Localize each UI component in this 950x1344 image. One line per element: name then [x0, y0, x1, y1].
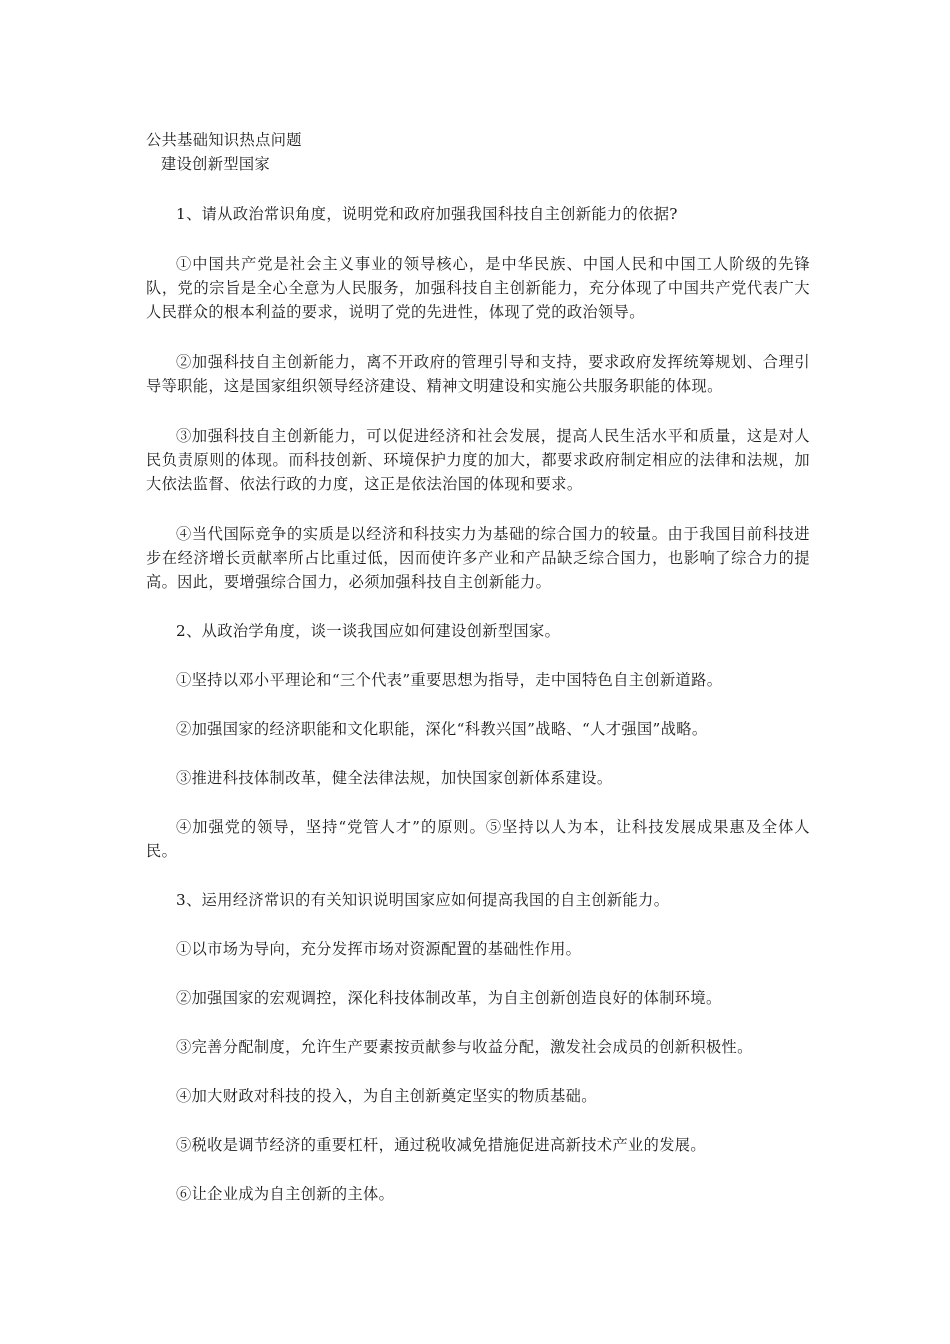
- answer-2-point-3: ③推进科技体制改革，健全法律法规，加快国家创新体系建设。: [176, 769, 613, 787]
- document-title: 公共基础知识热点问题: [146, 131, 302, 149]
- answer-2-point-1: ①坚持以邓小平理论和“三个代表”重要思想为指导，走中国特色自主创新道路。: [176, 671, 723, 689]
- answer-2-point-4-5: ④加强党的领导，坚持“党管人才”的原则。⑤坚持以人为本，让科技发展成果惠及全体人民。: [146, 818, 810, 860]
- answer-3-point-6: ⑥让企业成为自主创新的主体。: [176, 1185, 395, 1203]
- question-3: 3、运用经济常识的有关知识说明国家应如何提高我国的自主创新能力。: [176, 891, 670, 909]
- answer-1-point-4: ④当代国际竞争的实质是以经济和科技实力为基础的综合国力的较量。由于我国目前科技进步在经济增长贡献率所占比重过低，因而使许多产业和产品缺乏综合国力，也影响了综合力的提高。因此，要增强综合国力，必须加强科技自主创新能力。: [146, 525, 810, 591]
- answer-3-point-5: ⑤税收是调节经济的重要杠杆，通过税收减免措施促进高新技术产业的发展。: [176, 1136, 706, 1154]
- answer-2-point-2: ②加强国家的经济职能和文化职能，深化“科教兴国”战略、“人才强国”战略。: [176, 720, 708, 738]
- answer-1-point-3: ③加强科技自主创新能力，可以促进经济和社会发展，提高人民生活水平和质量，这是对人民负责原则的体现。而科技创新、环境保护力度的加大，都要求政府制定相应的法律和法规，加大依法监督、依法行政的力度，这正是依法治国的体现和要求。: [146, 427, 810, 493]
- question-1: 1、请从政治常识角度，说明党和政府加强我国科技自主创新能力的依据?: [176, 205, 678, 223]
- answer-3-point-2: ②加强国家的宏观调控，深化科技体制改革，为自主创新创造良好的体制环境。: [176, 989, 722, 1007]
- answer-3-point-3: ③完善分配制度，允许生产要素按贡献参与收益分配，激发社会成员的创新积极性。: [176, 1038, 753, 1056]
- answer-3-point-4: ④加大财政对科技的投入，为自主创新奠定坚实的物质基础。: [176, 1087, 597, 1105]
- document-subtitle: 建设创新型国家: [161, 155, 271, 173]
- answer-1-point-2: ②加强科技自主创新能力，离不开政府的管理引导和支持，要求政府发挥统筹规划、合理引导等职能，这是国家组织领导经济建设、精神文明建设和实施公共服务职能的体现。: [146, 353, 810, 395]
- question-2: 2、从政治学角度，谈一谈我国应如何建设创新型国家。: [176, 622, 561, 640]
- answer-3-point-1: ①以市场为导向，充分发挥市场对资源配置的基础性作用。: [176, 940, 582, 958]
- document-page: [146, 128, 810, 1206]
- answer-1-point-1: ①中国共产党是社会主义事业的领导核心，是中华民族、中国人民和中国工人阶级的先锋队，党的宗旨是全心全意为人民服务，加强科技自主创新能力，充分体现了中国共产党代表广大人民群众的根本利益的要求，说明了党的先进性，体现了党的政治领导。: [146, 255, 810, 321]
